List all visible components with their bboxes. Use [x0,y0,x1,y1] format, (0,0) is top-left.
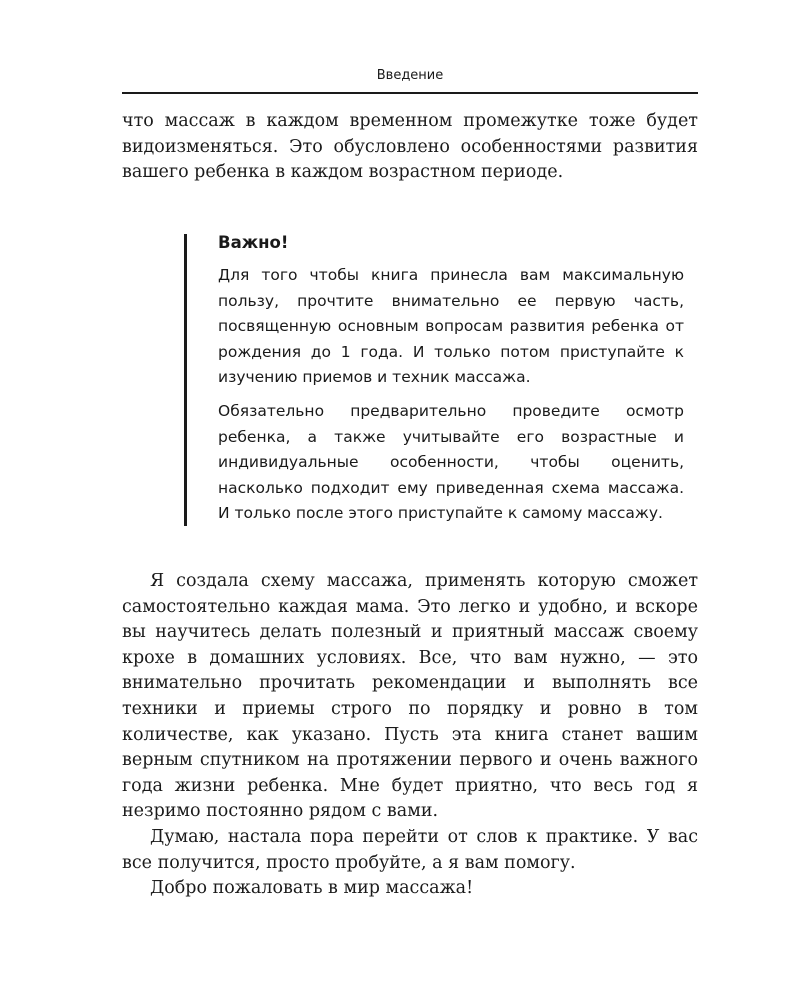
intro-text [122,109,698,186]
main-text [122,569,698,902]
callout-paragraph-1: Для того чтобы книга принесла вам максимальную пользу, прочтите внимательно ее первую часть, посвященную основным вопросам развития ребенка от рождения до 1 года. И только потом приступайте к изучению приемов и техник массажа. [218,266,684,387]
callout-bar [184,234,187,526]
callout-content [218,230,684,527]
important-callout [184,230,700,526]
running-header: Введение [376,68,444,83]
callout-paragraph-2: Обязательно предварительно проведите осмотр ребенка, а также учитывайте его возрастные и индивидуальные особенности, чтобы оценить, насколько подходит ему приведенная схема массажа. И только после этого приступайте к самому массажу. [218,401,684,523]
main-paragraph-1: Я создала схему массажа, применять которую сможет самостоятельно каждая мама. Это легко и удобно, и вскоре вы научитесь делать полезный и приятный массаж своему крохе в домашних условиях. Все, что вам нужно, — это внимательно прочитать рекомендации и выполнять все техники и приемы строго по порядку и ровно в том количестве, как указано. Пусть эта книга станет вашим верным спутником на протяжении первого и очень важного года жизни ребенка. Мне будет приятно, что весь год я незримо постоянно рядом с вами. [122,571,698,822]
main-paragraph-2: Думаю, настала пора перейти от слов к практике. У вас все получится, просто пробуйте, а я вам помогу. [122,826,698,873]
callout-title: Важно! [218,233,289,252]
main-paragraph-3: Добро пожаловать в мир массажа! [150,878,474,899]
intro-paragraph: что массаж в каждом временном промежутке тоже будет видоизменяться. Это обусловлено особенностями развития вашего ребенка в каждом возрастном периоде. [122,111,698,183]
header-rule [122,92,698,94]
